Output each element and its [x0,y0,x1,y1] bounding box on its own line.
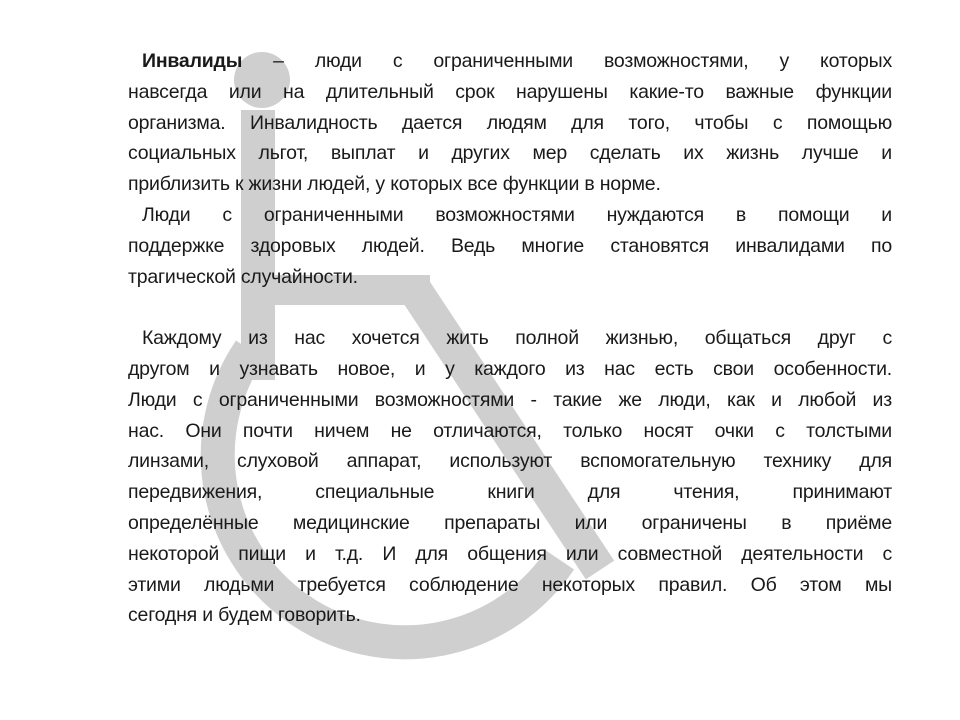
paragraph3-line: некоторой пищи и т.д. И для общения или совместной деятельности с [128,542,892,565]
paragraph1-line: организма. Инвалидность дается людям для того, чтобы с помощью [128,111,892,134]
paragraph2-line: поддержке здоровых людей. Ведь многие становятся инвалидами по [128,234,892,257]
paragraph3-line: Люди с ограниченными возможностями - такие же люди, как и любой из [128,388,892,411]
paragraph3-line: нас. Они почти ничем не отличаются, только носят очки с толстыми [128,419,892,442]
paragraph2-line: Люди с ограниченными возможностями нуждаются в помощи и [142,203,892,226]
paragraph3-line: передвижения, специальные книги для чтения, принимают [128,481,892,504]
paragraph3-line: сегодня и будем говорить. [128,604,361,627]
paragraph2-line: трагической случайности. [128,265,358,288]
paragraph1-line: социальных льгот, выплат и других мер сделать их жизнь лучше и [128,142,892,165]
paragraph3-line: определённые медицинские препараты или ограничены в приёме [128,511,892,534]
paragraph1-line: навсегда или на длительный срок нарушены какие-то важные функции [128,80,892,103]
paragraph1-line: Инвалиды – люди с ограниченными возможностями, у которых [142,50,892,72]
slide-text [128,46,892,631]
bold-term: Инвалиды [142,50,243,72]
paragraph3-line: линзами, слуховой аппарат, используют вспомогательную технику для [128,450,892,473]
paragraph3-line: другом и узнавать новое, и у каждого из нас есть свои особенности. [128,357,892,380]
paragraph1-line: приблизить к жизни людей, у которых все функции в норме. [128,173,661,196]
paragraph3-line: Каждому из нас хочется жить полной жизнью, общаться друг с [142,327,892,350]
paragraph3-line: этими людьми требуется соблюдение некоторых правил. Об этом мы [128,573,892,596]
